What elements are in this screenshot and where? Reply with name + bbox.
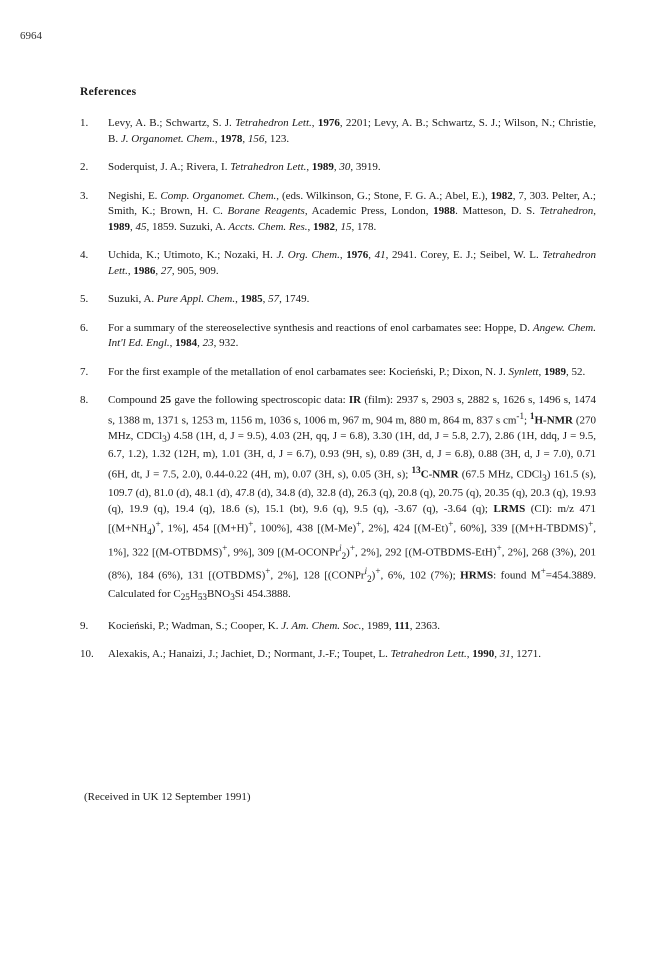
reference-number: 6. — [80, 321, 89, 334]
page-number: 6964 — [20, 30, 42, 42]
reference-number: 9. — [80, 619, 89, 632]
reference-number: 4. — [80, 249, 89, 261]
reference-number: 3. — [80, 189, 89, 202]
reference-text: Negishi, E. Comp. Organomet. Chem., (eds. Wilkinson, G.; Stone, F. G. A.; Abel, E.), 1982, 7, 303. Pelter, A.; Smith, K.; Brown, H. C. Borane Reagents, Academic Press, London, 1988. Matteson, D. S. Tetrahedron, 1989, 45, 1859. Suzuki, A. Accts. Chem. Res., 1982, 15, 178. — [108, 189, 597, 233]
reference-text: Uchida, K.; Utimoto, K.; Nozaki, H. J. Org. Chem., 1976, 41, 2941. Corey, E. J.; Seibel, W. L. Tetrahedron Lett., 1986, 27, 905, 909. — [108, 249, 596, 277]
reference-item — [80, 647, 596, 663]
reference-item — [80, 619, 596, 635]
reference-text: For a summary of the stereoselective synthesis and reactions of enol carbamates see: Hoppe, D. Angew. Chem. Int'l Ed. Engl., 1984, 23, 932. — [108, 321, 596, 349]
reference-number: 5. — [80, 293, 89, 305]
reference-text: Compound 25 gave the following spectroscopic data: IR (film): 2937 s, 2903 s, 2882 s, 1626 s, 1496 s, 1474 s, 1388 m, 1371 s, 1253 m, 1156 m, 1036 s, 1006 m, 967 m, 904 m, 880 m, 864 m, 837 s $cm^{-1}$; $^1$H-NMR (270 MHz, CDCl$_3$) 4.58 (1H, d, J = 9.5), 4.03 (2H, qq, J = 6.8), 3.30 (1H, dd, J = 5.8, 2.7), 2.86 (1H, ddq, J = 9.5, 6.7, 1.2), 1.32 (12H, m), 1.01 (3H, d, J = 6.7), 0.93 (9H, s), 0.89 (3H, d, J = 6.8), 0.88 (3H, d, J = 7.0), 0.71 (6H, dt, J = 7.5, 2.0), 0.44-0.22 (4H, m), 0.07 (3H, s), 0.05 (3H, s); $^{13}$C-NMR (67.5 MHz, CDCl$_3$) 161.5 (s), 109.7 (d), 81.0 (d), 48.1 (d), 47.8 (d), 34.8 (d), 32.8 (d), 26.3 (q), 20.8 (q), 20.75 (q), 20.35 (q), 20.3 (q), 19.93 (q), 19.9 (q), 19.4 (q), 18.6 (s), 15.1 (bt), 9.6 (q), 9.5 (q), -3.67 (q), -3.64 (q); LRMS (CI): m/z 471 [$(M+NH_4)^+$, 1%], 454 [(M+H)+, 100%], 438 [(M-Me)+, 2%], 424 [(M-Et)+, 60%], 339 [(M+H-TBDMS)+, 1%], 322 [(M-OTBDMS)+, 9%], 309 [(M-OCONPr$^i_2$)+, 2%], 292 [(M-OTBDMS-EtH)+, 2%], 268 (3%), 201 (8%), 184 (6%), 131 [(OTBDMS)+, 2%], 128 [(CONPr$^i_2$)+, 6%, 102 (7%); HRMS: found M+=454.3889. Calculated for $C_{25}H_{53}BNO_3Si$ 454.3888. — [108, 394, 597, 603]
section-title: References — [80, 86, 137, 98]
reference-item — [80, 365, 596, 381]
reference-text: Soderquist, J. A.; Rivera, I. Tetrahedron Lett., 1989, 30, 3919. — [108, 161, 381, 173]
reference-item — [80, 116, 596, 147]
reference-text: Levy, A. B.; Schwartz, S. J. Tetrahedron Lett., 1976, 2201; Levy, A. B.; Schwartz, S. J.; Wilson, N.; Christie, B. J. Organomet. Chem., 1978, 156, 123. — [108, 117, 597, 145]
reference-number: 1. — [80, 117, 89, 129]
reference-text: Suzuki, A. Pure Appl. Chem., 1985, 57, 1749. — [108, 293, 310, 305]
reference-text: Alexakis, A.; Hanaizi, J.; Jachiet, D.; Normant, J.-F.; Toupet, L. Tetrahedron Lett., 1990, 31, 1271. — [108, 648, 542, 661]
reference-item — [80, 292, 596, 308]
reference-item — [80, 248, 596, 279]
received-note: (Received in UK 12 September 1991) — [84, 791, 251, 803]
reference-number: 8. — [80, 394, 89, 406]
reference-number: 2. — [80, 161, 89, 173]
reference-list — [80, 116, 596, 676]
reference-number: 10. — [80, 648, 94, 661]
reference-item — [80, 189, 596, 236]
reference-text: For the first example of the metallation of enol carbamates see: Kocieński, P.; Dixon, N. J. Synlett, 1989, 52. — [108, 365, 586, 378]
reference-number: 7. — [80, 365, 89, 378]
reference-item — [80, 160, 596, 176]
reference-text: Kocieński, P.; Wadman, S.; Cooper, K. J. Am. Chem. Soc., 1989, 111, 2363. — [108, 619, 440, 632]
reference-item — [80, 321, 596, 352]
reference-item — [80, 393, 596, 606]
